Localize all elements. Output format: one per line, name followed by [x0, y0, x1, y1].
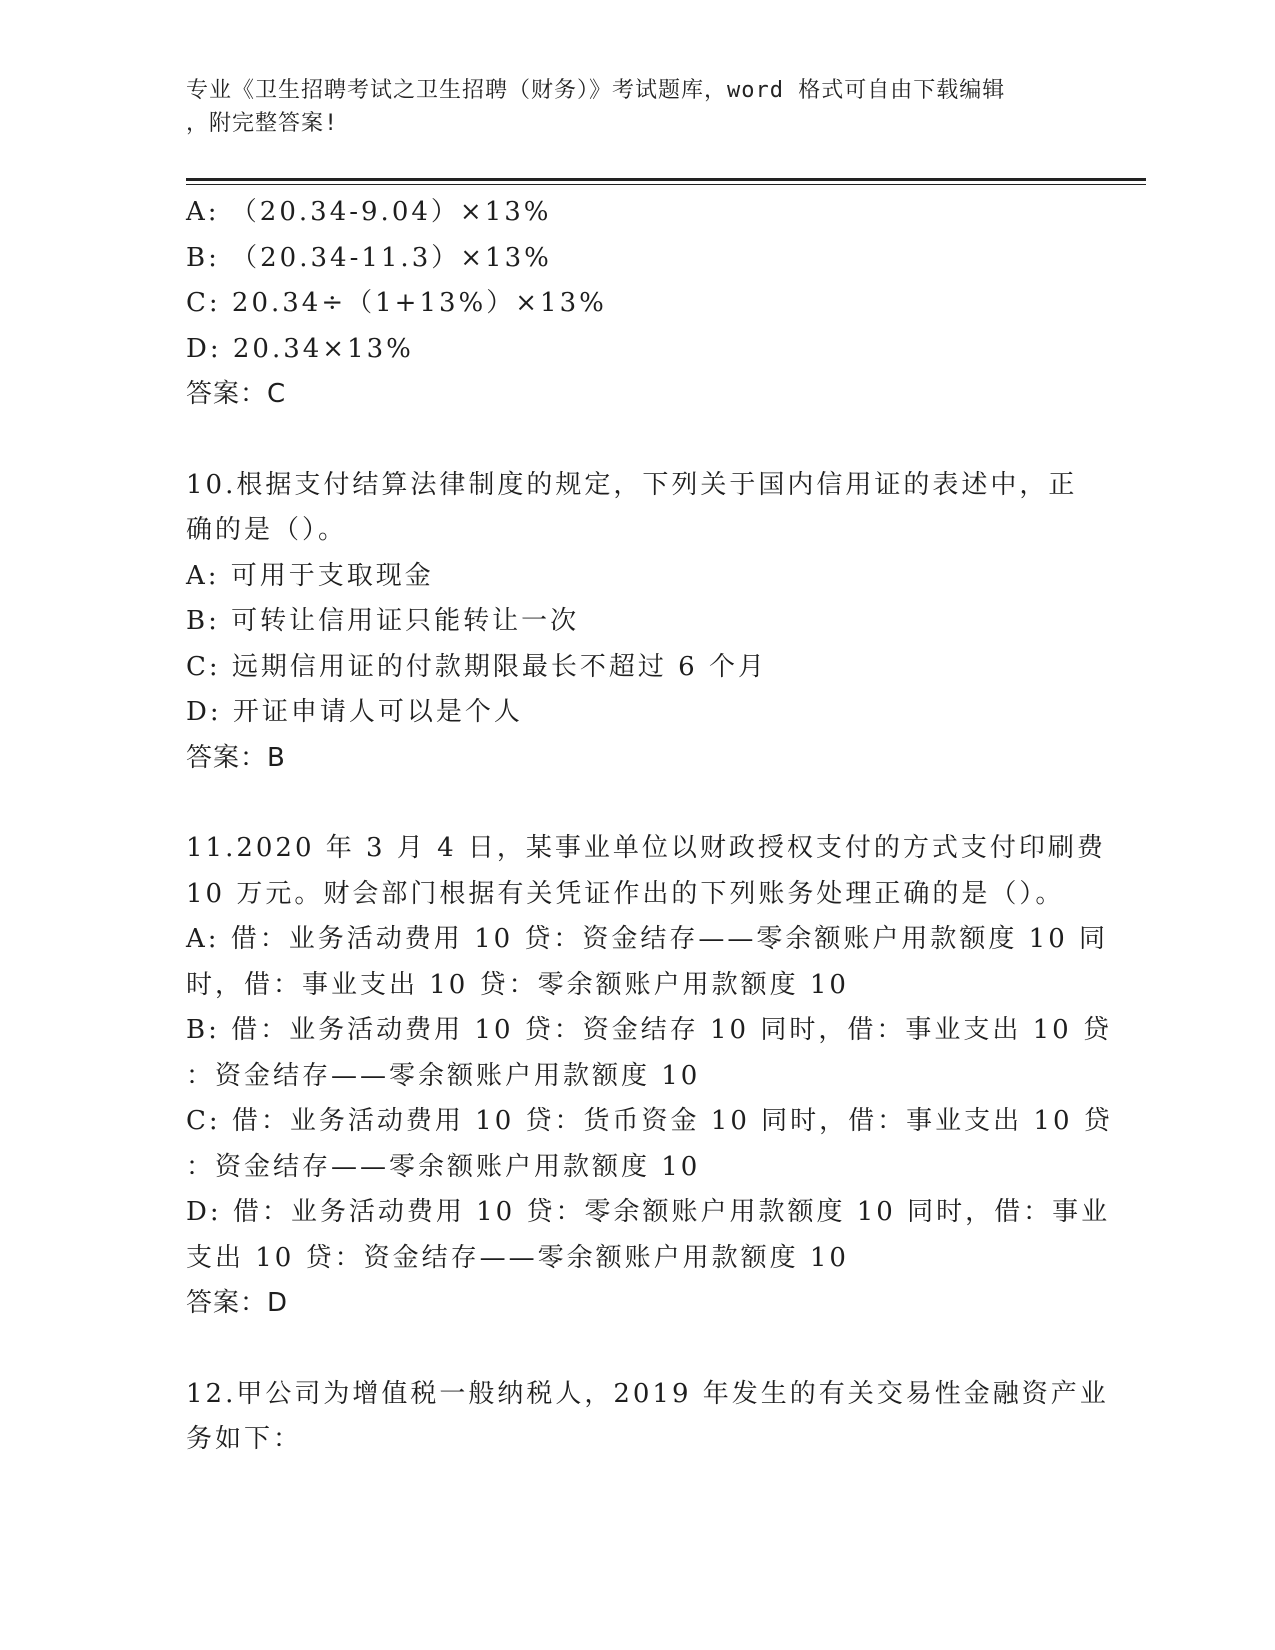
option-d: D: 20.34×13% [186, 333, 414, 364]
question-11 [186, 826, 1113, 1327]
document-header [186, 74, 1086, 140]
question-stem-line: 12.甲公司为增值税一般纳税人，2019 年发生的有关交易性金融资产业 [186, 1378, 1109, 1409]
question-stem-line: 10 万元。财会部门根据有关凭证作出的下列账务处理正确的是（）。 [186, 878, 1065, 909]
question-10 [186, 463, 1086, 782]
option-c-line-2: ：资金结存——零余额账户用款额度 10 [186, 1151, 701, 1182]
question-stem-line: 10.根据支付结算法律制度的规定，下列关于国内信用证的表述中，正 [186, 469, 1078, 500]
option-c-line-1: C: 借：业务活动费用 10 贷：货币资金 10 同时，借：事业支出 10 贷 [186, 1106, 1113, 1136]
question-content [186, 190, 1113, 1463]
option-b: B: （20.34-11.3）×13% [186, 242, 552, 273]
question-stem-line: 务如下： [186, 1424, 303, 1454]
answer-line: 答案：C [186, 379, 287, 409]
header-divider-thick [186, 178, 1146, 181]
question-stem-line: 确的是（）。 [186, 515, 348, 545]
option-d-line-2: 支出 10 贷：资金结存——零余额账户用款额度 10 [186, 1242, 849, 1273]
option-b-line-1: B: 借：业务活动费用 10 贷：资金结存 10 同时，借：事业支出 10 贷 [186, 1015, 1112, 1045]
option-a: A: 可用于支取现金 [186, 560, 434, 591]
question-12 [186, 1372, 1109, 1463]
option-c: C: 远期信用证的付款期限最长不超过 6 个月 [186, 651, 767, 682]
answer-line: 答案：B [186, 742, 286, 773]
spacer [186, 781, 1086, 826]
header-line-1: 专业《卫生招聘考试之卫生招聘（财务）》考试题库，word 格式可自由下载编辑 [186, 78, 1006, 103]
spacer [186, 1327, 1086, 1372]
option-a: A: （20.34-9.04）×13% [186, 197, 552, 227]
option-b-line-2: ：资金结存——零余额账户用款额度 10 [186, 1060, 701, 1091]
option-d: D: 开证申请人可以是个人 [186, 697, 523, 727]
answer-line: 答案：D [186, 1288, 289, 1318]
spacer [186, 418, 1086, 463]
option-a-line-1: A: 借：业务活动费用 10 贷：资金结存——零余额账户用款额度 10 同 [186, 924, 1109, 954]
option-a-line-2: 时，借：事业支出 10 贷：零余额账户用款额度 10 [186, 969, 849, 1000]
question-9 [186, 190, 1086, 418]
option-c: C: 20.34÷（1+13%）×13% [186, 288, 607, 318]
option-d-line-1: D: 借：业务活动费用 10 贷：零余额账户用款额度 10 同时，借：事业 [186, 1197, 1111, 1227]
header-divider-thin [186, 184, 1146, 185]
option-b: B: 可转让信用证只能转让一次 [186, 606, 580, 636]
header-line-2: ，附完整答案! [186, 111, 339, 136]
question-stem-line: 11.2020 年 3 月 4 日，某事业单位以财政授权支付的方式支付印刷费 [186, 833, 1106, 863]
